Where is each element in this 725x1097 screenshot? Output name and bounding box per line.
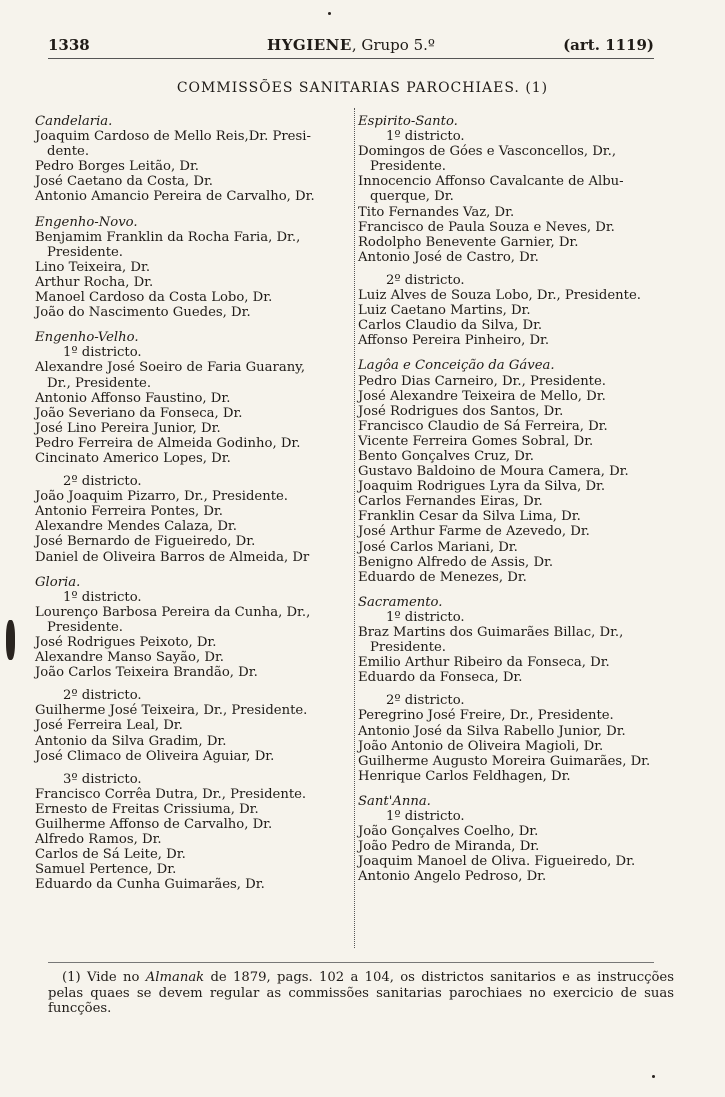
entry-line: Henrique Carlos Feldhagen, Dr. [358, 768, 571, 784]
parish-heading: Gloria. [35, 574, 81, 590]
parish-heading: Engenho-Velho. [35, 330, 139, 346]
entry-line: João Antonio de Oliveira Magioli, Dr. [358, 738, 604, 754]
entry-line: Carlos de Sá Leite, Dr. [35, 847, 186, 863]
entry-line: Pedro Ferreira de Almeida Godinho, Dr. [35, 435, 301, 451]
district-heading: 2º districto. [63, 474, 142, 490]
footnote-almanak: Almanak [145, 970, 205, 985]
entry-line: Francisco Claudio de Sá Ferreira, Dr. [358, 418, 608, 434]
entry-line: João Severiano da Fonseca, Dr. [35, 405, 243, 421]
district-heading: 1º districto. [386, 809, 465, 825]
ink-speck [6, 620, 15, 660]
district-heading: 1º districto. [386, 129, 465, 145]
district-heading: 1º districto. [386, 609, 465, 625]
entry-line: José Rodrigues dos Santos, Dr. [358, 403, 564, 419]
entry-line: Eduardo da Fonseca, Dr. [358, 670, 523, 686]
header-rule [48, 58, 654, 59]
page-number: 1338 [48, 36, 90, 54]
article-reference: (art. 1119) [563, 36, 654, 54]
entry-line: Vicente Ferreira Gomes Sobral, Dr. [358, 433, 594, 449]
entry-line: Manoel Cardoso da Costa Lobo, Dr. [35, 290, 273, 306]
parish-heading: Lagôa e Conceição da Gávea. [358, 358, 555, 374]
entry-line: José Caetano da Costa, Dr. [35, 174, 213, 190]
entry-line: Joaquim Cardoso de Mello Reis,Dr. Presi- [35, 129, 311, 145]
parish-heading: Engenho-Novo. [35, 214, 138, 230]
entry-line: Antonio Ferreira Pontes, Dr. [35, 504, 223, 520]
entry-continuation: Presidente. [47, 244, 124, 260]
entry-continuation: querque, Dr. [370, 189, 454, 205]
footnote [48, 970, 674, 1017]
footnote-rule [48, 962, 654, 963]
entry-line: Antonio Amancio Pereira de Carvalho, Dr. [35, 189, 315, 205]
entry-line: Luiz Alves de Souza Lobo, Dr., Presidente. [358, 288, 641, 304]
column-divider [354, 108, 355, 948]
district-heading: 1º districto. [63, 345, 142, 361]
parish-heading: Espirito-Santo. [358, 114, 458, 129]
entry-line: Antonio Affonso Faustino, Dr. [35, 390, 231, 406]
parish-heading: Sant'Anna. [358, 793, 431, 809]
entry-line: José Rodrigues Peixoto, Dr. [35, 635, 217, 650]
entry-line: Cincinato Americo Lopes, Dr. [35, 450, 231, 466]
district-heading: 2º districto. [386, 272, 465, 288]
entry-line: Guilherme Affonso de Carvalho, Dr. [35, 817, 273, 833]
entry-line: Innocencio Affonso Cavalcante de Albu- [358, 174, 624, 190]
entry-line: Alexandre Mendes Calaza, Dr. [35, 519, 237, 535]
entry-continuation: Presidente. [370, 159, 447, 175]
district-heading: 2º districto. [386, 693, 465, 709]
entry-line: Benigno Alfredo de Assis, Dr. [358, 554, 554, 570]
entry-line: Eduardo da Cunha Guimarães, Dr. [35, 877, 265, 893]
entry-line: Franklin Cesar da Silva Lima, Dr. [358, 509, 581, 525]
entry-line: Affonso Pereira Pinheiro, Dr. [358, 333, 550, 349]
entry-line: Antonio José de Castro, Dr. [358, 249, 539, 265]
entry-line: Benjamim Franklin da Rocha Faria, Dr., [35, 229, 301, 245]
running-title-group: , Grupo 5.º [351, 36, 435, 54]
footnote-text-start: Vide no [80, 970, 146, 985]
entry-line: Rodolpho Benevente Garnier, Dr. [358, 234, 579, 250]
left-column [35, 104, 355, 893]
entry-continuation: Presidente. [47, 619, 124, 635]
entry-line: Eduardo de Menezes, Dr. [358, 569, 527, 585]
entry-line: Antonio da Silva Gradim, Dr. [35, 733, 227, 749]
entry-line: José Ferreira Leal, Dr. [35, 718, 183, 734]
entry-line: Ernesto de Freitas Crissiuma, Dr. [35, 801, 259, 817]
entry-line: João Carlos Teixeira Brandão, Dr. [35, 665, 258, 681]
entry-line: José Arthur Farme de Azevedo, Dr. [358, 524, 590, 540]
entry-line: Braz Martins dos Guimarães Billac, Dr., [358, 625, 624, 640]
entry-line: Daniel de Oliveira Barros de Almeida, Dr [35, 549, 310, 565]
entry-continuation: dente. [47, 144, 90, 160]
entry-line: Antonio José da Silva Rabello Junior, Dr. [358, 723, 626, 739]
page-header [48, 36, 654, 58]
entry-line: José Alexandre Teixeira de Mello, Dr. [358, 388, 606, 404]
entry-line: Alexandre José Soeiro de Faria Guarany, [35, 360, 306, 376]
district-heading: 2º districto. [63, 688, 142, 704]
entry-line: Tito Fernandes Vaz, Dr. [358, 204, 515, 220]
entry-continuation: Presidente. [370, 640, 447, 656]
parish-heading: Sacramento. [358, 594, 443, 610]
entry-line: Domingos de Góes e Vasconcellos, Dr., [358, 144, 617, 160]
entry-line: Carlos Fernandes Eiras, Dr. [358, 494, 543, 510]
footnote-text-rest: de 1879, pags. 102 a 104, os districtos sanitarios e as instrucções pelas quaes se devem regular as commissões sanitarias parochiaes no exercicio de suas funcções. [48, 970, 675, 1016]
ink-speck [328, 12, 331, 15]
entry-line: Samuel Pertence, Dr. [35, 862, 177, 878]
section-title: COMMISSÕES SANITARIAS PAROCHIAES. (1) [176, 80, 549, 96]
entry-line: Lourenço Barbosa Pereira da Cunha, Dr., [35, 604, 311, 620]
entry-line: Gustavo Baldoino de Moura Camera, Dr. [358, 464, 629, 480]
right-column [358, 104, 678, 885]
entry-line: José Lino Pereira Junior, Dr. [35, 420, 221, 436]
entry-line: Arthur Rocha, Dr. [35, 274, 154, 290]
entry-line: Guilherme José Teixeira, Dr., Presidente. [35, 703, 308, 719]
entry-line: Francisco de Paula Souza e Neves, Dr. [358, 219, 615, 235]
entry-line: Joaquim Manoel de Oliva. Figueiredo, Dr. [358, 854, 636, 870]
entry-line: Joaquim Rodrigues Lyra da Silva, Dr. [358, 479, 606, 495]
entry-line: Pedro Borges Leitão, Dr. [35, 159, 199, 175]
footnote-marker: (1) [62, 970, 81, 985]
entry-line: João Joaquim Pizarro, Dr., Presidente. [35, 489, 288, 505]
district-heading: 3º districto. [63, 771, 142, 787]
entry-line: Guilherme Augusto Moreira Guimarães, Dr. [358, 753, 651, 769]
entry-line: Alexandre Manso Sayão, Dr. [35, 650, 224, 666]
ink-speck [652, 1075, 655, 1078]
entry-line: José Climaco de Oliveira Aguiar, Dr. [35, 748, 275, 764]
district-heading: 1º districto. [63, 589, 142, 605]
entry-line: Luiz Caetano Martins, Dr. [358, 303, 531, 319]
running-title-main: HYGIENE [267, 36, 352, 54]
entry-continuation: Dr., Presidente. [47, 375, 152, 391]
entry-line: Lino Teixeira, Dr. [35, 259, 151, 275]
entry-line: Francisco Corrêa Dutra, Dr., Presidente. [35, 786, 307, 802]
parish-heading: Candelaria. [35, 114, 113, 129]
entry-line: Antonio Angelo Pedroso, Dr. [358, 869, 547, 885]
entry-line: Emilio Arthur Ribeiro da Fonseca, Dr. [358, 655, 610, 671]
entry-line: José Bernardo de Figueiredo, Dr. [35, 534, 256, 550]
entry-line: Carlos Claudio da Silva, Dr. [358, 318, 543, 334]
entry-line: João Gonçalves Coelho, Dr. [358, 824, 539, 840]
entry-line: Bento Gonçalves Cruz, Dr. [358, 448, 534, 464]
entry-line: Pedro Dias Carneiro, Dr., Presidente. [358, 373, 606, 389]
entry-line: Peregrino José Freire, Dr., Presidente. [358, 708, 614, 724]
entry-line: José Carlos Mariani, Dr. [358, 539, 518, 555]
entry-line: João Pedro de Miranda, Dr. [358, 839, 540, 855]
entry-line: João do Nascimento Guedes, Dr. [35, 305, 251, 321]
entry-line: Alfredo Ramos, Dr. [35, 832, 162, 848]
